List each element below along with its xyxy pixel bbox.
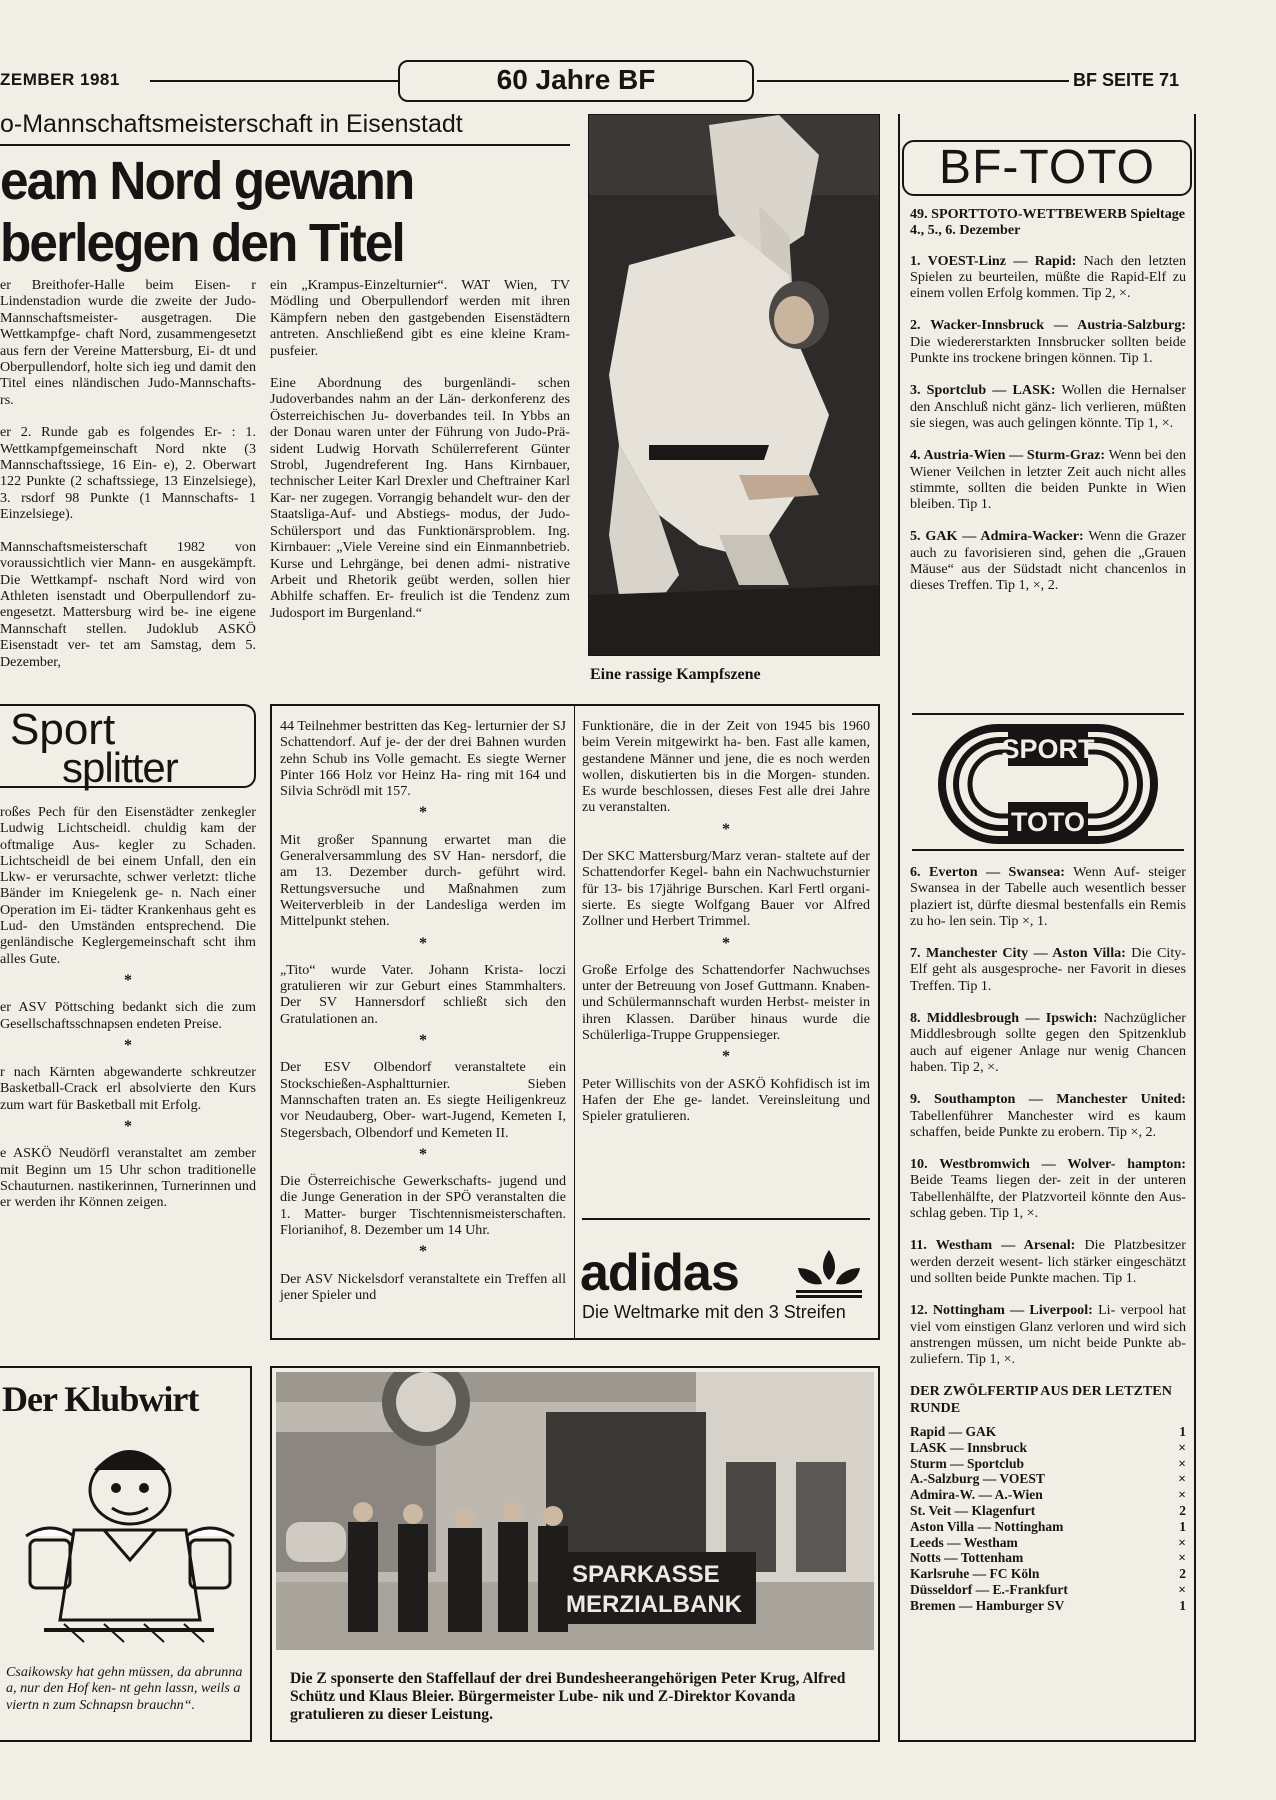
splitter-item: Peter Willischits von der ASKÖ Kohfidisch ist im Hafen der Ehe ge- landet. Vereinsleitung und Spieler gratulieren. [582, 1075, 870, 1125]
toto-match: 10. Westbromwich — Wolver- hampton: [910, 1156, 1186, 1173]
result-row [910, 1535, 1186, 1551]
result-row [910, 1487, 1186, 1503]
result-match: Rapid — GAK [910, 1424, 997, 1440]
result-match: St. Veit — Klagenfurt [910, 1503, 1036, 1518]
results-heading: DER ZWÖLFERTIP AUS DER LETZTEN RUNDE [910, 1383, 1172, 1416]
result-row [910, 1550, 1186, 1566]
result-value: × [1178, 1439, 1186, 1455]
result-match: Notts — Tottenham [910, 1550, 1024, 1566]
toto-title: BF-TOTO [902, 140, 1192, 196]
toto-text: Tabellenführer Manchester wird es kaum schaffen, beide Punkte zu erobern. Tip ×, 2. [910, 1107, 1186, 1140]
toto-text: Nach den letzten Spielen zu beurteilen, müßte die Rapid-Elf zu einem vollen Erfolg kommen. Tip 2, ×. [910, 252, 1186, 302]
toto-match: 12. Nottingham — Liverpool: [910, 1302, 1093, 1319]
article-paragraph: ein „Krampus-Einzelturnier“. WAT Wien, TV Mödling und Oberpullendorf werden mit ihren Kämpfern neben den gastgebenden Eisenstädtern antreten. Anschließend gibt es eine kleine Kram- pusfeier. [270, 277, 570, 359]
adidas-tagline: Die Weltmarke mit den 3 Streifen [582, 1302, 846, 1322]
toto-match: 9. Southampton — Manchester United: [910, 1091, 1186, 1108]
bank-photo-caption: Die Z sponserte den Staffellauf der drei Bundesheerangehörigen Peter Krug, Alfred Schütz und Klaus Bleier. Bürgermeister Lube- nik und Z-Direktor Kovanda gratulieren zu dieser Leistung. [290, 1670, 846, 1723]
bank-sign-line-1: SPARKASSE [572, 1561, 720, 1588]
result-value: 2 [1179, 1566, 1186, 1582]
result-match: Karlsruhe — FC Köln [910, 1566, 1040, 1582]
splitter-item: Die Österreichische Gewerkschafts- jugend und die Junge Generation in der SPÖ veranstalten die 1. Matter- burger Tischtennismeisterschaften. Florianihof, 8. Dezember um 14 Uhr. [280, 1173, 566, 1239]
toto-text: Beide Teams liegen der- zeit in der unteren Tabellenhälfte, der Platzvorteil könnte den Aus- schlag geben. Tip 1, ×. [910, 1172, 1186, 1222]
toto-tip [910, 447, 1186, 512]
result-match: Sturm — Sportclub [910, 1455, 1025, 1471]
judo-photo [588, 114, 880, 656]
article-paragraph: er 2. Runde gab es folgendes Er- : 1. Wettkampfgemeinschaft Nord nkte (3 Mannschaftssiege, 16 Ein- e), 2. Oberwart 122 Punkte (2 schaftssiege, 13 Einzelsiege), 3. rsdorf 98 Punkte (1 Mannschafts- 1 Einzelsiege). [0, 424, 256, 523]
result-match: Aston Villa — Nottingham [910, 1518, 1064, 1534]
toto-text: Die wiedererstarkten Innsbrucker sollten beide Punkte ins trockene bringen können. Tip 1. [910, 333, 1186, 367]
article-paragraph: er Breithofer-Halle beim Eisen- r Lindenstadion wurde die zweite der Judo-Mannschaftsmeister- ausgetragen. Die Wettkampfge- chaft Nord, zusammengesetzt aus fern der Vereine Mattersburg, Ei- dt und Oberpullendorf, holte sich ieg und damit den Titel eines nländischen Judo-Mannschafts- rs. [0, 277, 256, 408]
article-paragraph: Mannschaftsmeisterschaft 1982 von voraussichtlich vier Mann- en ausgekämpft. Die Wettkampf- nschaft Nord wird von Athleten isenstadt und Oberpullendorf zu- engesetzt. Mattersburg wird be- ine eigene Mannschaft stellen. Judoklub ASKÖ Eisenstadt ver- tet am Samstag, dem 5. Dezember, [0, 538, 256, 670]
bank-photo [276, 1372, 874, 1650]
separator-star: * [124, 971, 132, 989]
result-match: Bremen — Hamburger SV [910, 1597, 1065, 1613]
klubwirt-cartoon [4, 1420, 246, 1648]
anniversary-banner: 60 Jahre BF [398, 60, 754, 102]
result-row [910, 1440, 1186, 1456]
separator-star: * [124, 1118, 132, 1136]
toto-match: 2. Wacker-Innsbruck — Austria-Salzburg: [910, 317, 1186, 334]
separator-star: * [722, 820, 730, 838]
toto-text: Li- verpool hat viel vom einstigen Glanz verloren und wird sich anstrengen müssen, um nicht beide Punkte ab- zuliefern. Tip 1, ×. [910, 1302, 1186, 1368]
logo-word-sport: SPORT [1001, 734, 1095, 764]
splitter-column-right [582, 718, 870, 1125]
adidas-rule [582, 1218, 870, 1220]
toto-match: 6. Everton — Swansea: [910, 864, 1065, 880]
toto-tips-bottom [910, 864, 1186, 1614]
toto-match: 5. GAK — Admira-Wacker: [910, 528, 1084, 545]
splitter-item: er ASV Pöttsching bedankt sich die zum Gesellschaftsschnapsen endeten Preise. [0, 999, 256, 1032]
toto-text: Wenn Auf- steiger Swansea in der Tabelle auch wesentlich besser plaziert ist, dürfte diesmal bestenfalls ein Remis zu ho- len sein. Tip ×, 1. [910, 864, 1186, 929]
sport-splitter-word-1: Sport [10, 705, 116, 754]
toto-tips-top [910, 206, 1186, 610]
adidas-trefoil-icon [792, 1246, 866, 1300]
toto-tip [910, 1302, 1186, 1367]
toto-match: 8. Middlesbrough — Ipswich: [910, 1010, 1098, 1027]
separator-star: * [419, 1145, 427, 1163]
splitter-item: e ASKÖ Neudörfl veranstaltet am zember mit Beginn um 15 Uhr schon traditionelle Schauturnen. nastikerinnen, Turnerinnen und er werden ihr Können zeigen. [0, 1145, 256, 1211]
result-value: 1 [1179, 1597, 1186, 1613]
separator-star: * [419, 934, 427, 952]
toto-match: 4. Austria-Wien — Sturm-Graz: [910, 447, 1106, 464]
result-row [910, 1566, 1186, 1582]
result-value: × [1178, 1550, 1186, 1566]
splitter-column-left [0, 804, 256, 1211]
toto-text: Die Platzbesitzer werden derzeit wesent- lich stärker eingeschätzt und sollten beide Punkte machen. Tip 1. [910, 1237, 1186, 1286]
result-row [910, 1519, 1186, 1535]
toto-match: 11. Westham — Arsenal: [910, 1237, 1076, 1254]
toto-tip [910, 1091, 1186, 1140]
toto-tip [910, 317, 1186, 366]
result-value: × [1178, 1581, 1186, 1597]
results-list [910, 1424, 1186, 1614]
result-row [910, 1424, 1186, 1440]
result-row [910, 1598, 1186, 1614]
headline-line-2: berlegen den Titel [0, 213, 404, 273]
splitter-item: Der ASV Nickelsdorf veranstaltete ein Treffen all jener Spieler und [280, 1270, 566, 1303]
article-paragraph: Eine Abordnung des burgenländi- schen Judoverbandes nahm an der Län- derkonferenz des Österreichischen Ju- doverbandes teil. In Ybbs an der Donau waren unter der Führung von Judo-Prä- sident Ludwig Horvath Schülerreferent Günter Strobl, Jugendreferent Ing. Hans Kirnbauer, technischer Leiter Karl Drexler und Cheftrainer Karl Kar- ner zugegen. Vorrangig behandelt wur- den der Staatsliga-Auf- und Abstiegs- modus, der Judo-Schülersport und das Funktionärsproblem. Ing. Kirnbauer: „Viele Vereine sind ein Einmannbetrieb. Kurse und Lehrgänge, bei denen admi- nistrative Arbeit und Rhetorik geübt werden, sollen hier Abhilfe schaffen. Er- freulich ist die Tendenz zum Judosport im Burgenland.“ [270, 375, 570, 621]
bank-sign-line-2: MERZIALBANK [566, 1591, 742, 1618]
toto-match: 3. Sportclub — LASK: [910, 382, 1056, 399]
judo-photo-image [589, 115, 880, 656]
separator-star: * [722, 1048, 730, 1066]
toto-tip [910, 1156, 1186, 1221]
result-row [910, 1582, 1186, 1598]
result-match: Düsseldorf — E.-Frankfurt [910, 1581, 1068, 1597]
result-match: Admira-W. — A.-Wien [910, 1487, 1043, 1503]
issue-date: ZEMBER 1981 [0, 70, 120, 89]
klubwirt-caption: Csaikowsky hat gehn müssen, da abrunna a, nur den Hof ken- nt gehn lassn, weils a viertn n zum Schnapsn brauchn“. [6, 1664, 243, 1713]
result-value: × [1178, 1471, 1186, 1487]
toto-heading: 49. SPORTTOTO-WETTBEWERB Spieltage 4., 5., 6. Dezember [910, 206, 1186, 239]
header-rule-left [150, 80, 400, 82]
result-value: 2 [1179, 1503, 1186, 1518]
article-kicker: o-Mannschaftsmeisterschaft in Eisenstadt [0, 110, 463, 138]
separator-star: * [419, 1243, 427, 1261]
separator-star: * [124, 1036, 132, 1054]
toto-text: Wollen die Hernalser den Anschluß nicht gänz- lich verlieren, müßten sie siegen, was auch gelingen könnte. Tip 1, ×. [910, 382, 1186, 431]
result-row [910, 1471, 1186, 1487]
result-value: × [1178, 1487, 1186, 1503]
headline-line-1: eam Nord gewann [0, 151, 414, 211]
toto-text: Wenn bei den Wiener Veilchen in letzter Zeit auch nicht alles stimmte, sollten die beiden Punkte in Wien bleiben. Tip 1. [910, 447, 1186, 513]
splitter-item: Der SKC Mattersburg/Marz veran- staltete auf der Schattendorfer Kegel- bahn ein Nachwuchsturnier für 13- bis 17jährige Burschen. Karl Fertl organi- sierte. Es siegte Wolfgang Bauer vor Alfred Zollner und Herbert Trimmel. [582, 848, 870, 930]
sport-toto-logo [912, 712, 1184, 852]
judo-photo-caption: Eine rassige Kampfszene [590, 666, 761, 683]
separator-star: * [419, 1032, 427, 1050]
toto-tip [910, 1237, 1186, 1286]
column-divider [574, 704, 575, 1340]
toto-tip [910, 945, 1186, 994]
result-match: Leeds — Westham [910, 1534, 1018, 1550]
separator-star: * [419, 804, 427, 822]
result-row [910, 1456, 1186, 1472]
splitter-item: 44 Teilnehmer bestritten das Keg- lerturnier der SJ Schattendorf. Auf je- der der drei Bahnen wurden zehn Schub ins Volle gemacht. Es siegte Werner Pinter 166 Holz vor Heinz Ha- ring mit 164 und Silvia Schrödl mit 157. [280, 718, 566, 800]
separator-star: * [722, 934, 730, 952]
header-rule-right [757, 80, 1069, 82]
splitter-column-middle [280, 718, 566, 1303]
logo-word-toto: TOTO [1010, 807, 1086, 837]
result-row [910, 1503, 1186, 1519]
splitter-item: r nach Kärnten abgewanderte schkreutzer Basketball-Crack erl absolvierte den Kurs zum wart für Basketball mit Erfolg. [0, 1064, 256, 1113]
result-value: × [1178, 1534, 1186, 1550]
splitter-item: Der ESV Olbendorf veranstaltete ein Stockschießen-Asphaltturnier. Sieben Mannschaften traten an. Es siegte Heiligenkreuz vor Neudauberg, Ober- wart-Jugend, Kemeten I, Stegersbach, Olbendorf und Kemeten II. [280, 1059, 566, 1141]
toto-match: 7. Manchester City — Aston Villa: [910, 945, 1126, 962]
article-headline [0, 150, 551, 274]
result-match: LASK — Innsbruck [910, 1439, 1028, 1455]
adidas-wordmark: adidas [580, 1244, 739, 1302]
klubwirt-title: Der Klubwirt [2, 1379, 199, 1419]
toto-match: 1. VOEST-Linz — Rapid: [910, 252, 1077, 269]
article-column-1 [0, 277, 256, 670]
toto-tip [910, 253, 1186, 302]
splitter-item: roßes Pech für den Eisenstädter zenkegler Ludwig Lichtscheidl. chuldig kam der oftmalige Aus- kegler zu Schaden. Lichtscheidl de bei einem Unfall, den ein Lkw- er verursachte, schwer verletzt: tliche Bänder im Kniegelenk ge- n. Nach einer Operation im Ei- tädter Krankenhaus geht es Lud- den Umständen entsprechend. Die genländische Keglergemeinschaft scht ihm alles Gute. [0, 804, 256, 967]
result-value: 1 [1179, 1424, 1186, 1440]
toto-tip [910, 382, 1186, 431]
toto-text: Wenn die Grazer auch zu favorisieren sind, gehen die „Grauen Mäuse“ aus der Südstadt nicht chancenlos in dieses Treffen. Tip 1, ×, 2. [910, 528, 1186, 594]
splitter-item: Funktionäre, die in der Zeit von 1945 bis 1960 beim Verein mitgewirkt ha- ben. Fast alle kamen, gestandene Männer und jene, die es noch werden wollen, diskutierten bis in die Morgen- stunden. Es wurde beschlossen, dieses Fest alle drei Jahre zu veranstalten. [582, 718, 870, 816]
toto-text: Nachzüglicher Middlesbrough sollte gegen den Spitzenklub auch auf eigener Anlage nur wenig Chancen haben. Tip 2, ×. [910, 1010, 1186, 1075]
splitter-item: „Tito“ wurde Vater. Johann Krista- loczi gratulieren wir zur Geburt eines Stammhalters. Der SV Hannersdorf schließt sich den Gratulationen an. [280, 961, 566, 1027]
toto-tip [910, 528, 1186, 593]
splitter-item: Große Erfolge des Schattendorfer Nachwuchses unter der Betreuung von Josef Guttmann. Knaben- und Schülermannschaft wurden Herbst- meister in ihren Klassen. Darüber hinaus wurde die Schülerliga-Truppe Gruppensieger. [582, 961, 870, 1044]
article-column-2 [270, 277, 570, 621]
toto-tip [910, 1010, 1186, 1075]
toto-text: Die City-Elf geht als ausgesproche- ner Favorit in dieses Treffen. Tip 1. [910, 945, 1186, 994]
toto-tip [910, 864, 1186, 929]
sport-splitter-word-2: splitter [62, 744, 178, 791]
page-number: BF SEITE 71 [1073, 70, 1180, 90]
splitter-item: Mit großer Spannung erwartet man die Generalversammlung des SV Han- nersdorf, die am 13. Dezember durch- geführt wird. Rettungsversuche und Maßnahmen zum Weiterverbleib in der Landesliga werden im Mittelpunkt stehen. [280, 831, 566, 930]
result-value: 1 [1179, 1518, 1186, 1534]
result-value: × [1178, 1455, 1186, 1471]
result-match: A.-Salzburg — VOEST [910, 1471, 1045, 1487]
kicker-rule [0, 144, 570, 146]
